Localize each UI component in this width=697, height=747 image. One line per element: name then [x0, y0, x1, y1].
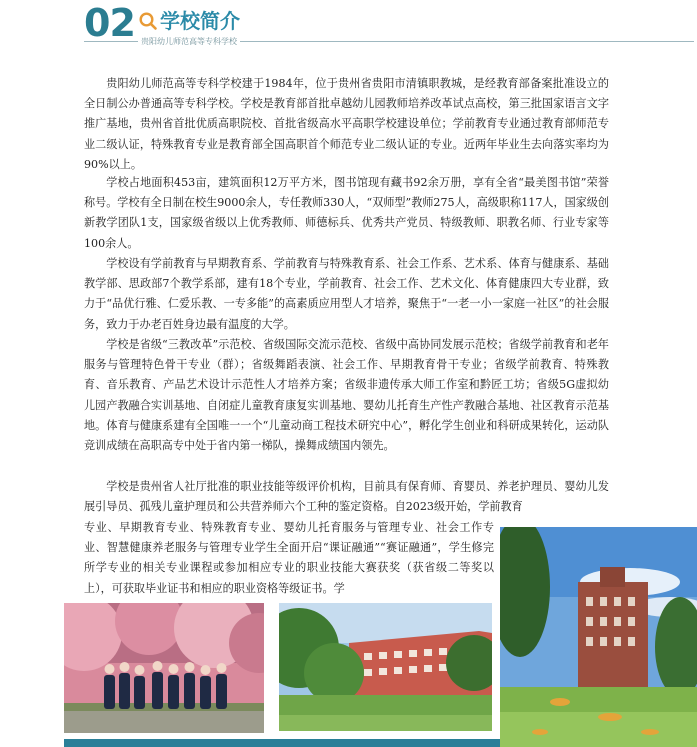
campus-tower-trees-photo — [500, 527, 697, 747]
search-magnifier-icon — [138, 11, 158, 31]
paragraph-honors: 学校是省级“三教改革”示范校、省级国际交流示范校、省级中高协同发展示范校；省级学前教育和老年服务与管理特色骨干专业（群）；省级舞蹈表演、社会工作、早期教育骨干专业；省级学前教育、特殊教育、音乐教育、产品艺术设计示范性人才培养方案；省级非遗传承大师工作室和黔匠工坊；省级5G虚拟幼儿园产教融合实训基地、自闭症儿童教育康复实训基地、婴幼儿托育生产性产教融合基地、社区教育示范基地。体育与健康系建有全国唯一一个“儿童动商工程技术研究中心”，孵化学生创业和科研成果转化，运动队竞训成绩在高职高专中处于省内第一梯队，操舞成绩国内领先。 — [84, 338, 609, 453]
paragraph-overview: 贵阳幼儿师范高等专科学校建于1984年，位于贵州省贵阳市清镇职教城，是经教育部备案批准设立的全日制公办普通高等专科学校。学校是教育部首批卓越幼儿园教师培养改革试点高校，第三批国家语言文字推广基地，贵州省首批优质高职院校、首批省级高水平高职学校建设单位；学前教育专业通过教育部师范专业二级认证，特殊教育专业是教育部全国高职首个师范专业二级认证的专业。近两年毕业生去向落实率均为90%以上。 — [84, 77, 609, 171]
section-header — [0, 0, 697, 60]
paragraph-certification-continued: 专业、早期教育专业、特殊教育专业、婴幼儿托育服务与管理专业、社会工作专业、智慧健康养老服务与管理专业学生全面开启“课证融通”“赛证融通”，学生修完所学专业的相关专业课程或参加相应专业的职业技能大赛获奖（获省级二等奖以上），可获取毕业证书和相应的职业资格等级证书。学 — [84, 521, 494, 595]
students-cherry-blossom-photo — [64, 603, 264, 733]
paragraph-certification: 学校是贵州省人社厅批准的职业技能等级评价机构，目前具有保育师、育婴员、养老护理员、婴幼儿发展引导员、孤残儿童护理员和公共营养师六个工种的鉴定资格。自2023级开始，学前教育 — [84, 480, 609, 514]
footer-accent-bar — [64, 739, 500, 747]
header-subtitle: 贵阳幼儿师范高等专科学校 — [138, 36, 240, 48]
section-title: 学校简介 — [160, 9, 240, 33]
paragraph-campus: 学校占地面积453亩，建筑面积12万平方米，图书馆现有藏书92余万册，享有全省“最美图书馆”荣誉称号。学校有全日制在校生9000余人，专任教师330人，“双师型”教师275人，高级职称117人，国家级创新教学团队1支，国家级省级以上优秀教师、师德标兵、优秀共产党员、特级教师、职教名师、行业专家等100余人。 — [84, 176, 609, 250]
paragraph-departments: 学校设有学前教育与早期教育系、学前教育与特殊教育系、社会工作系、艺术系、体育与健康系、基础教学部、思政部7个教学系部，建有18个专业，学前教育、社会工作、艺术文化、体育健康四大专业群，致力于“品优行雅、仁爱乐教、一专多能”的高素质应用型人才培养，聚焦于“一老一小一家庭一社区”的社会服务，致力于办老百姓身边最有温度的大学。 — [84, 257, 609, 331]
campus-building-green-photo — [279, 603, 492, 731]
section-number: 02 — [84, 1, 135, 45]
